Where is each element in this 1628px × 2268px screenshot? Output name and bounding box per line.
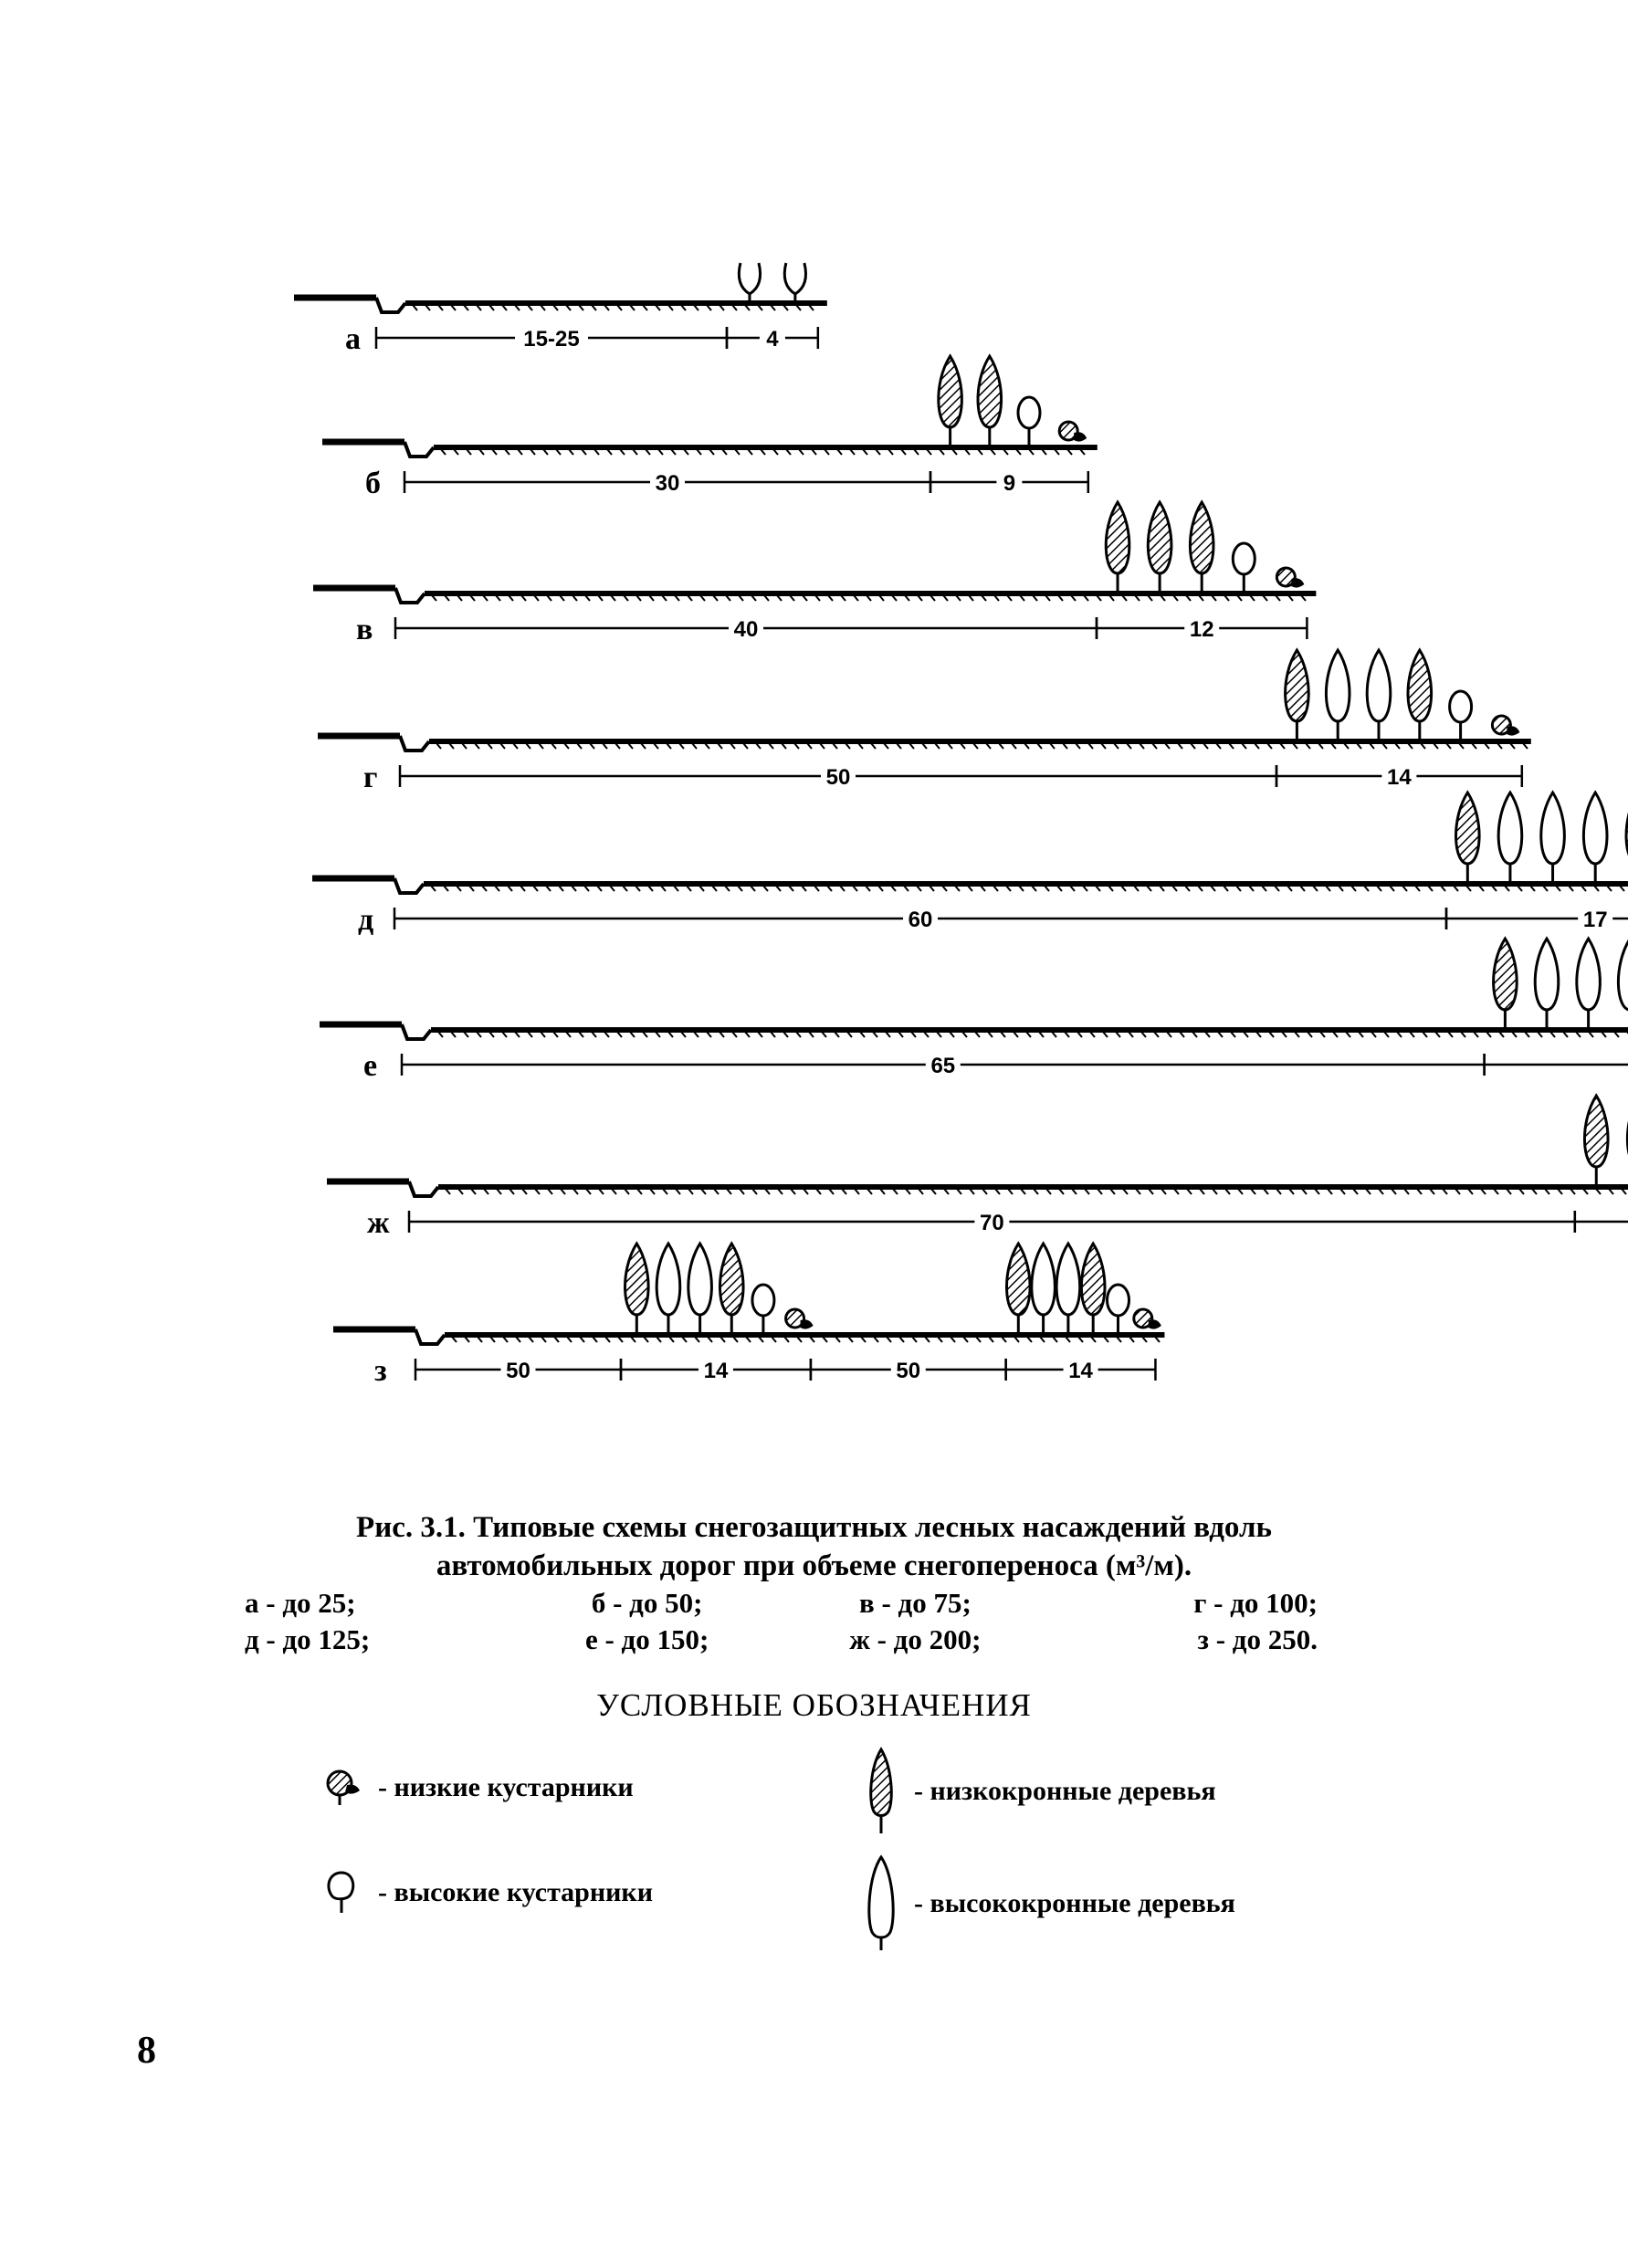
variant-b: б - до 50; xyxy=(591,1587,703,1619)
scheme-row-4 xyxy=(318,650,1531,794)
variant-list xyxy=(245,1587,1318,1660)
low-crown-tree xyxy=(1106,502,1129,573)
high-shrub-icon xyxy=(320,1867,365,1918)
low-shrub-icon xyxy=(320,1765,365,1811)
dimension-distance-text: 50 xyxy=(825,765,851,790)
row-label: б xyxy=(365,467,381,500)
scheme-row-8 xyxy=(333,1244,1164,1388)
low-crown-tree xyxy=(625,1244,649,1315)
low-shrub-leaf xyxy=(801,1319,814,1328)
high-crown-tree xyxy=(1583,793,1607,864)
row-label: в xyxy=(356,613,373,646)
variant-g: г - до 100; xyxy=(1193,1587,1318,1619)
low-crown-tree xyxy=(1286,650,1309,721)
legend-title: УСЛОВНЫЕ ОБОЗНАЧЕНИЯ xyxy=(596,1687,1032,1723)
dimension-distance-text: 15-25 xyxy=(523,327,580,352)
high-crown-tree xyxy=(1577,939,1601,1010)
dimension-belt-width-text: 17 xyxy=(1582,908,1608,932)
variant-row-1 xyxy=(245,1587,1318,1623)
ditch xyxy=(404,442,434,457)
low-crown-tree xyxy=(1148,502,1171,573)
dimension-belt-width-text: 4 xyxy=(766,327,779,352)
low-crown-tree xyxy=(1494,939,1518,1010)
low-crown-tree xyxy=(939,356,962,427)
high-crown-tree xyxy=(1618,939,1628,1010)
low-crown-tree xyxy=(1007,1244,1031,1315)
high-crown-tree-icon xyxy=(863,1853,899,1954)
row-label: е xyxy=(363,1049,378,1083)
dimension-distance-text: 70 xyxy=(980,1211,1004,1235)
scheme-row-7 xyxy=(327,1096,1628,1240)
low-crown-tree xyxy=(978,356,1002,427)
scheme-row-2 xyxy=(322,356,1098,500)
figure-caption xyxy=(0,1508,1628,1585)
dimension-belt-width-text: 14 xyxy=(1387,765,1412,790)
scheme-row-5 xyxy=(312,793,1628,937)
ditch xyxy=(409,1181,438,1196)
caption-line-1: Рис. 3.1. Типовые схемы снегозащитных лесных насаждений вдоль xyxy=(356,1511,1272,1544)
scheme-row-1 xyxy=(294,263,827,356)
legend-high-crown-trees xyxy=(863,1853,1235,1954)
high-crown-tree xyxy=(1367,650,1391,721)
row-label: ж xyxy=(367,1206,390,1240)
low-crown-tree xyxy=(1081,1244,1105,1315)
high-shrub xyxy=(752,1285,774,1316)
row-label: а xyxy=(345,322,361,356)
low-crown-tree xyxy=(1190,502,1213,573)
caption-line-2: автомобильных дорог при объеме снегопереноса (м³/м). xyxy=(436,1549,1192,1582)
row-label: г xyxy=(363,761,378,794)
ditch xyxy=(395,588,425,603)
dimension-belt-width-1-text: 14 xyxy=(703,1359,729,1383)
ditch xyxy=(400,736,429,751)
page-number: 8 xyxy=(137,2030,156,2072)
scheme-row-3 xyxy=(313,502,1316,646)
variant-row-2 xyxy=(245,1623,1318,1660)
shrub-outline xyxy=(784,263,805,294)
high-crown-tree xyxy=(1535,939,1559,1010)
variant-v: в - до 75; xyxy=(858,1587,972,1619)
dimension-distance-text: 65 xyxy=(930,1054,956,1078)
high-shrub xyxy=(1450,691,1472,722)
dimension-belt-width-text: 9 xyxy=(1003,471,1016,496)
low-shrub-leaf xyxy=(1074,432,1087,441)
high-crown-tree xyxy=(656,1244,680,1315)
legend-low-crown-trees-label: - низкокронные деревья xyxy=(914,1776,1216,1806)
high-shrub xyxy=(1018,397,1040,428)
ditch xyxy=(376,298,405,312)
high-shrub xyxy=(1233,543,1255,574)
dimension-belt-width-2-text: 14 xyxy=(1068,1359,1093,1383)
legend-high-crown-trees-label: - высококронные деревья xyxy=(914,1888,1235,1918)
high-crown-tree xyxy=(1541,793,1565,864)
variant-a: а - до 25; xyxy=(245,1587,356,1619)
scheme-row-6 xyxy=(320,939,1628,1083)
variant-d: д - до 125; xyxy=(245,1623,371,1655)
legend-low-crown-trees xyxy=(863,1746,1216,1837)
low-crown-tree-icon xyxy=(863,1746,899,1837)
legend-high-shrubs xyxy=(320,1867,653,1918)
variant-e: е - до 150; xyxy=(584,1623,709,1655)
ditch xyxy=(394,878,424,893)
row-label: д xyxy=(358,903,374,937)
dimension-distance-text: 60 xyxy=(908,908,933,932)
low-crown-tree xyxy=(1456,793,1480,864)
dimension-distance-2-text: 50 xyxy=(896,1359,921,1383)
high-crown-tree xyxy=(1032,1244,1056,1315)
low-shrub-leaf xyxy=(1507,726,1519,735)
row-label: з xyxy=(374,1354,387,1388)
legend-high-shrubs-label: - высокие кустарники xyxy=(378,1877,653,1907)
variant-z: з - до 250. xyxy=(1197,1623,1318,1655)
low-crown-tree xyxy=(1584,1096,1608,1167)
ditch xyxy=(415,1329,445,1344)
low-shrub-leaf xyxy=(1149,1319,1161,1328)
dimension-belt-width-text: 12 xyxy=(1189,617,1214,642)
dimension-distance-text: 40 xyxy=(733,617,759,642)
ditch xyxy=(402,1024,431,1039)
legend-low-shrubs-label: - низкие кустарники xyxy=(378,1772,634,1802)
high-crown-tree xyxy=(688,1244,712,1315)
low-crown-tree xyxy=(1408,650,1432,721)
dimension-distance-text: 30 xyxy=(655,471,680,496)
legend-low-shrubs xyxy=(320,1765,634,1811)
high-shrub xyxy=(1108,1285,1129,1316)
high-crown-tree xyxy=(1498,793,1522,864)
shrub-outline xyxy=(739,263,760,294)
high-crown-tree xyxy=(1056,1244,1080,1315)
low-shrub-leaf xyxy=(1291,578,1304,587)
variant-zh: ж - до 200; xyxy=(849,1623,982,1655)
low-crown-tree xyxy=(719,1244,743,1315)
dimension-distance-1-text: 50 xyxy=(506,1359,530,1383)
high-crown-tree xyxy=(1326,650,1350,721)
